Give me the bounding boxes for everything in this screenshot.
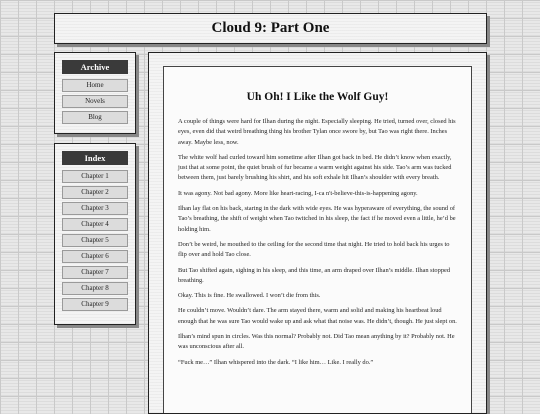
nav-link-novels[interactable]: Novels <box>62 95 128 108</box>
content-panel <box>148 52 487 414</box>
chapter-paragraph: A couple of things were hard for Ilhan during the night. Especially sleeping. He tried, turned over, closed his eyes, even did that weird breathing thing his brother Tylan once swore by, but Tao was right there. Inches away. Maybe less, now. <box>178 118 456 146</box>
chapter-paragraph: Ilhan lay flat on his back, staring in the dark with wide eyes. He was hyperaware of everything, the sound of Tao’s breathing, the shift of weight when Tao twitched in his sleep, the fact if he moved even a little, he’d be holding him. <box>178 205 456 233</box>
chapter-link-8[interactable]: Chapter 8 <box>62 282 128 295</box>
chapter-link-4[interactable]: Chapter 4 <box>62 218 128 231</box>
chapter-link-2[interactable]: Chapter 2 <box>62 186 128 199</box>
archive-nav-title: Archive <box>62 60 128 74</box>
chapter-paragraph: But Tao shifted again, sighing in his sleep, and this time, an arm draped over Ilhan’s middle. Ilhan stopped breathing. <box>178 266 451 284</box>
chapter-paragraph: Okay. This is fine. He swallowed. I won’t die from this. <box>178 292 321 300</box>
chapter-paragraph: It was agony. Not bad agony. More like heart-racing, I-ca n't-believe-this-is-happening agony. <box>178 189 418 197</box>
chapter-paragraph: Don’t be weird, he mouthed to the ceiling for the second time that night. He tried to hold back his urges to flip over and hold Tao close. <box>178 240 450 259</box>
index-nav-box <box>54 143 136 325</box>
chapter-link-9[interactable]: Chapter 9 <box>62 298 128 311</box>
nav-link-blog[interactable]: Blog <box>62 111 128 124</box>
chapter-link-5[interactable]: Chapter 5 <box>62 234 128 247</box>
chapter-paragraph: Ilhan’s mind spun in circles. Was this normal? Probably not. Did Tao mean anything by it? Probably not. He was unconscious after all. <box>178 333 455 351</box>
chapter-page[interactable] <box>163 66 472 413</box>
chapter-link-1[interactable]: Chapter 1 <box>62 170 128 183</box>
chapter-paragraph: The white wolf had curled toward him sometime after Ilhan got back in bed. He didn’t know when exactly, just that at some point, the quiet brush of fur became a warm weight against his side. Tao’s arm was tucked between them, just barely brushing his shirt, and his soft exhale hit Ilhan’s shoulder with every breath. <box>178 153 452 182</box>
page-title: Cloud 9: Part One <box>211 20 330 36</box>
archive-nav-box <box>54 52 136 134</box>
index-nav-title: Index <box>62 151 128 165</box>
chapter-paragraph: “Fuck me…” Ilhan whispered into the dark. “I like him… Like. I really do.” <box>178 358 374 366</box>
chapter-link-6[interactable]: Chapter 6 <box>62 250 128 263</box>
nav-link-home[interactable]: Home <box>62 79 128 92</box>
chapter-link-7[interactable]: Chapter 7 <box>62 266 128 279</box>
chapter-title: Uh Oh! I Like the Wolf Guy! <box>246 91 389 103</box>
chapter-link-3[interactable]: Chapter 3 <box>62 202 128 215</box>
site-header <box>54 13 487 44</box>
chapter-paragraph: He couldn’t move. Wouldn’t dare. The arm stayed there, warm and solid and making his heartbeat loud enough that he was sure Tao would wake up and ask what that noise was. He didn’t, though. He just slept on. <box>178 307 457 325</box>
